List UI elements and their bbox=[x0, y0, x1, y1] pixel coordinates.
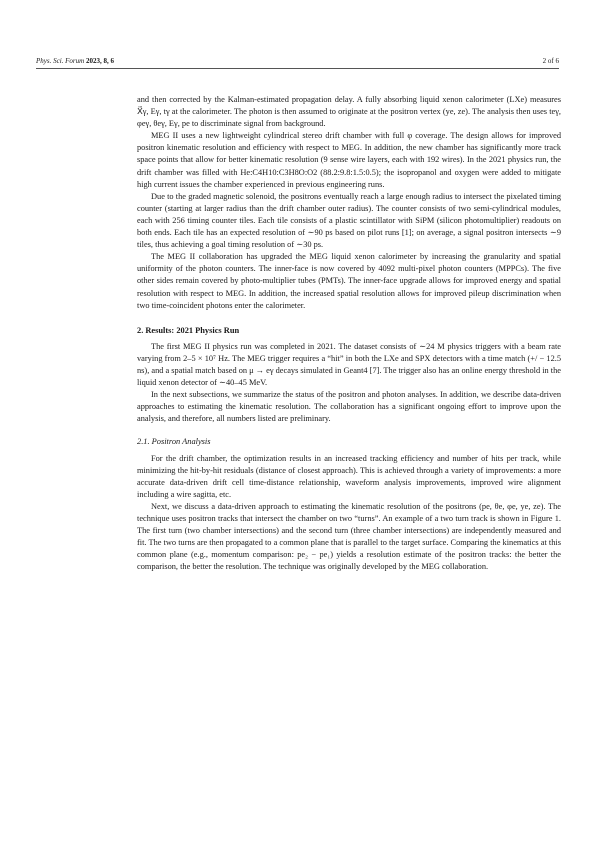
journal-citation bbox=[36, 57, 114, 65]
paragraph: For the drift chamber, the optimization results in an increased tracking efficiency and number of hits per track, while minimizing the hit-by-hit residuals (distance of closest approach). This is achieved through a variety of improvements: a more accurate data-driven drift cell time-distance relationship, waveform analysis improvements, improved wire alignment including a wire sagitta, etc. bbox=[137, 453, 561, 499]
paragraph: MEG II uses a new lightweight cylindrical stereo drift chamber with full φ coverage. The design allows for improved positron kinematic resolution and efficiency with respect to MEG. In addition, the new chamber has significantly more track space points that allow for better kinematic resolution (9 sense wire layers, each with 192 wires). In the 2021 physics run, the drift chamber was filled with He:C4H10:C3H8O:O2 (88.2:9.8:1.5:0.5); the isopropanol and oxygen were added to mitigate high current issues the chamber experienced in previous engineering runs. bbox=[137, 131, 561, 189]
section-heading: 2. Results: 2021 Physics Run bbox=[137, 325, 240, 335]
page-number: 2 of 6 bbox=[542, 57, 559, 65]
paragraph: In the next subsections, we summarize the status of the positron and photon analyses. In addition, we describe data-driven approaches to estimating the kinematic resolution. The collaboration has a significant ongoing effort to improve upon the analysis, and therefore, all numbers listed are preliminary. bbox=[137, 390, 561, 424]
paragraph: The MEG II collaboration has upgraded the MEG liquid xenon calorimeter by increasing the granularity and spatial uniformity of the photon counters. The inner-face is now covered by 4092 multi-pixel photon counters (MPPCs). The five other sides remain covered by photo-multiplier tubes (PMTs). The inner-face upgrade allows for improved energy and spatial resolution with respect to MEG. In addition, the increased spatial resolution allows for improved pileup discrimination when two time-coincident photons enter the calorimeter. bbox=[137, 252, 561, 310]
header-rule bbox=[36, 68, 559, 69]
paragraph: The first MEG II physics run was completed in 2021. The dataset consists of ∼24 M physics triggers with a beam rate varying from 2–5 × 10⁷ Hz. The MEG trigger requires a “hit” in both the LXe and SPX detectors with a time match (+/ − 12.5 ns), and a spatial match based on μ → eγ decays simulated in Geant4 [7]. The trigger also has an online energy threshold in the liquid xenon detector of ∼40–45 MeV. bbox=[137, 341, 561, 388]
journal-name: Phys. Sci. Forum bbox=[36, 57, 85, 65]
paragraph: Next, we discuss a data-driven approach to estimating the kinematic resolution of the positrons (pe, θe, φe, ye, ze). The technique uses positron tracks that intersect the chamber on two “turns”. An example of a two turn track is shown in Figure 1. The first turn (two chamber intersections) and the second turn (three chamber intersections) are independently measured and fit. The two turns are then propagated to a common plane that is parallel to the target surface. Comparing the kinematics at this common plane (e.g., momentum comparison: pe₂ − pe₁) yields a resolution estimate of the positron tracks: the better the comparison, the better the resolution. The technique was originally developed by the MEG collaboration. bbox=[137, 501, 561, 572]
article-body bbox=[137, 94, 561, 573]
subsection-heading: 2.1. Positron Analysis bbox=[137, 437, 211, 447]
paragraph: Due to the graded magnetic solenoid, the positrons eventually reach a large enough radius to intersect the pixelated timing counter (starting at larger radius than the drift chamber outer radius). The counter consists of two semi-cylindrical modules, each with 256 timing counter tiles. Each tile consists of a plastic scintillator with SiPM (silicon photomultiplier) readouts on both ends. Each tile has an expected resolution of ∼90 ps based on pilot runs [1]; on average, a signal positron intersects ∼9 tiles, thus achieving a goal timing resolution of ∼30 ps. bbox=[137, 191, 561, 250]
paragraph: and then corrected by the Kalman-estimated propagation delay. A fully absorbing liquid xenon calorimeter (LXe) measures X⃗γ, Eγ, tγ at the calorimeter. The photon is then assumed to originate at the positron vertex (ye, ze). The analysis then uses teγ, φeγ, θeγ, Eγ, pe to discriminate signal from background. bbox=[137, 95, 561, 129]
journal-year-volume: 2023, 8, 6 bbox=[85, 57, 114, 65]
